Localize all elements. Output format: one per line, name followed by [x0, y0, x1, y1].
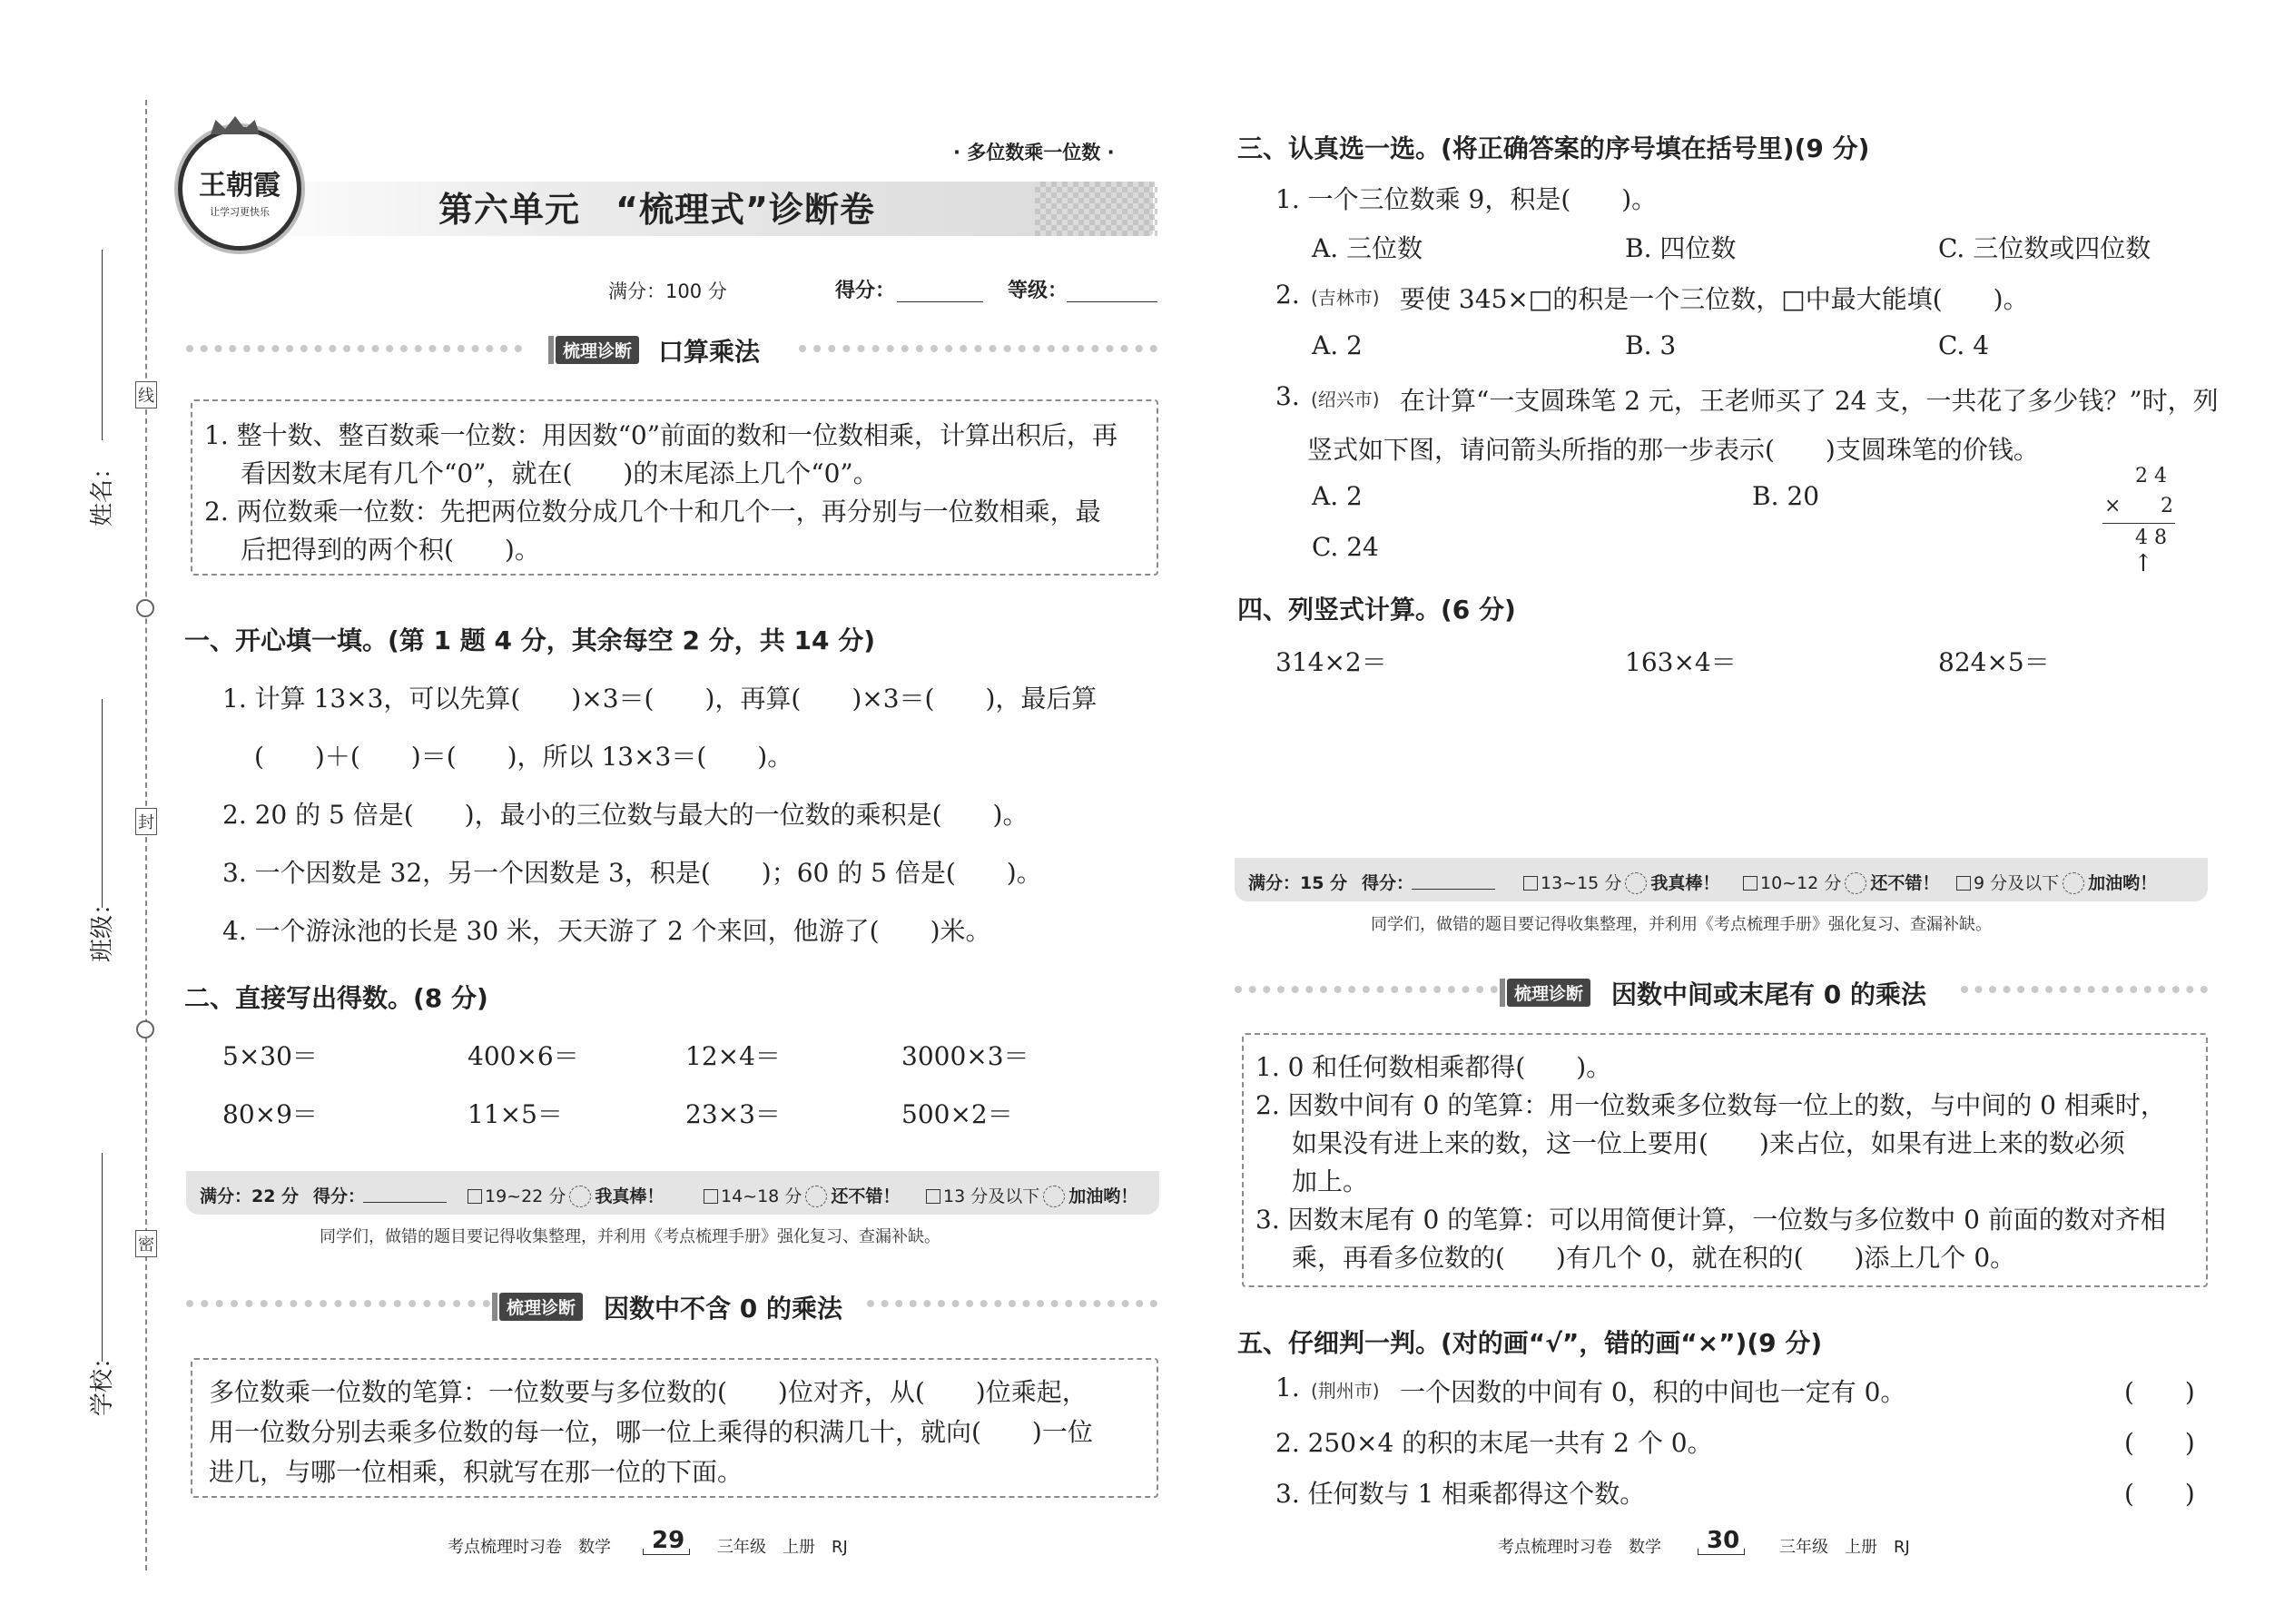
smile-face-icon — [1625, 872, 1647, 894]
calc-mul: × — [2104, 495, 2122, 517]
band-score-field[interactable] — [363, 1202, 447, 1203]
score-band-right — [1235, 858, 2208, 901]
smile-face-icon — [569, 1186, 591, 1207]
summary-line: 加上。 — [1292, 1166, 1369, 1196]
band-score: 得分： — [1362, 873, 1414, 893]
class-field[interactable] — [102, 699, 103, 908]
grade-label: 等级： — [1008, 280, 1068, 302]
unit-tag: · 多位数乘一位数 · — [953, 142, 1115, 163]
section-title: 口算乘法 — [658, 337, 761, 367]
page-number-bracket — [1698, 1549, 1745, 1555]
binding-hole-icon — [136, 599, 154, 617]
section-divider — [1961, 986, 2208, 993]
calc-item: 3000×3＝ — [901, 1041, 1029, 1071]
calc-item: 824×5＝ — [1938, 647, 2050, 677]
summary-line: 后把得到的两个积( )。 — [241, 535, 540, 565]
page-number: 30 — [1707, 1527, 1740, 1554]
calc-mid: 2 — [2161, 495, 2173, 517]
band-full: 满分：22 分 — [200, 1186, 300, 1206]
summary-line: 1. 0 和任何数相乘都得( )。 — [1255, 1052, 1612, 1082]
calm-face-icon — [1845, 872, 1866, 894]
name-field[interactable] — [102, 250, 103, 440]
section-title: 因数中间或末尾有 0 的乘法 — [1611, 979, 1926, 1009]
summary-line: 2. 两位数乘一位数：先把两位数分成几个十和几个一，再分别与一位数相乘，最 — [204, 497, 1101, 527]
option[interactable]: C. 24 — [1312, 532, 1379, 562]
checker-pattern — [1035, 182, 1157, 236]
score-band-left — [186, 1171, 1159, 1215]
section-title: 因数中不含 0 的乘法 — [604, 1294, 842, 1324]
question-line: 在计算“一支圆珠笔 2 元，王老师买了 24 支，一共花了多少钱？”时，列 — [1400, 386, 2219, 416]
seal-mark-1: 线 — [135, 381, 157, 408]
question-line: 4. 一个游泳池的长是 30 米，天天游了 2 个来回，他游了( )米。 — [222, 916, 991, 946]
band-score-field[interactable] — [1412, 889, 1495, 890]
calc-item: 314×2＝ — [1275, 647, 1387, 677]
footer-right-grade: 三年级 上册 RJ — [1779, 1538, 1910, 1557]
answer-paren[interactable]: ( ) — [2124, 1479, 2195, 1509]
band-option[interactable]: 19~22 分 我真棒！ — [468, 1183, 664, 1207]
question-number: 2. — [1275, 280, 1300, 310]
calc-res: 4 8 — [2135, 527, 2167, 549]
crown-icon — [211, 116, 260, 134]
section-divider — [867, 1300, 1157, 1307]
band-note: 同学们，做错的题目要记得收集整理，并利用《考点梳理手册》强化复习、查漏补缺。 — [1371, 915, 1992, 934]
calc-item: 500×2＝ — [901, 1099, 1013, 1129]
seal-mark-2: 封 — [135, 808, 157, 835]
cheer-face-icon — [1043, 1186, 1065, 1207]
footer-left-grade: 三年级 上册 RJ — [717, 1538, 848, 1557]
band-option[interactable]: 13 分及以下 加油哟！ — [926, 1183, 1137, 1207]
question-line: 要使 345×□的积是一个三位数，□中最大能填( )。 — [1400, 284, 2029, 314]
question-line: 1. 一个三位数乘 9，积是( )。 — [1275, 184, 1658, 214]
option[interactable]: A. 2 — [1312, 330, 1363, 360]
calc-rule — [2102, 523, 2175, 524]
answer-paren[interactable]: ( ) — [2124, 1428, 2195, 1458]
band-option[interactable]: 14~18 分 还不错！ — [704, 1183, 900, 1207]
full-score: 满分：100 分 — [608, 281, 727, 302]
section-divider — [799, 345, 1157, 352]
question-line: 一个因数的中间有 0，积的中间也一定有 0。 — [1400, 1377, 1906, 1407]
summary-line: 如果没有进上来的数，这一位上要用( )来占位，如果有进上来的数必须 — [1292, 1128, 2125, 1158]
page-number-bracket — [643, 1549, 690, 1555]
band-note: 同学们，做错的题目要记得收集整理，并利用《考点梳理手册》强化复习、查漏补缺。 — [320, 1227, 940, 1246]
question-line: 3. 一个因数是 32，另一个因数是 3，积是( )；60 的 5 倍是( )。 — [222, 858, 1042, 888]
school-label: 学校： — [89, 1344, 116, 1416]
brand-logo — [178, 127, 301, 251]
question-title: 三、认真选一选。(将正确答案的序号填在括号里)(9 分) — [1237, 133, 1870, 163]
calc-item: 12×4＝ — [685, 1041, 781, 1071]
summary-line: 看因数末尾有几个“0”，就在( )的末尾添上几个“0”。 — [241, 458, 879, 488]
summary-line: 多位数乘一位数的笔算：一位数要与多位数的( )位对齐，从( )位乘起， — [209, 1377, 1088, 1407]
footer-left-text: 考点梳理时习卷 数学 — [448, 1538, 611, 1557]
calc-item: 163×4＝ — [1625, 647, 1737, 677]
option[interactable]: A. 2 — [1312, 481, 1363, 511]
calc-item: 5×30＝ — [222, 1041, 318, 1071]
question-line: ( )＋( )＝( )，所以 13×3＝( )。 — [254, 742, 793, 772]
section-divider — [186, 345, 522, 352]
page-title: 第六单元 “梳理式”诊断卷 — [438, 190, 875, 230]
option[interactable]: B. 20 — [1752, 481, 1820, 511]
section-tag: 梳理诊断 — [499, 1293, 583, 1321]
page-number: 29 — [652, 1527, 685, 1554]
summary-line: 1. 整十数、整百数乘一位数：用因数“0”前面的数和一位数相乘，计算出积后，再 — [204, 420, 1118, 450]
calc-item: 23×3＝ — [685, 1099, 781, 1129]
grade-field[interactable] — [1067, 301, 1157, 302]
logo-subtitle: 让学习更快乐 — [210, 206, 270, 218]
calc-top: 2 4 — [2135, 465, 2167, 487]
calc-item: 400×6＝ — [468, 1041, 579, 1071]
summary-line: 2. 因数中间有 0 的笔算：用一位数乘多位数每一位上的数，与中间的 0 相乘时， — [1255, 1090, 2166, 1120]
footer-right-text: 考点梳理时习卷 数学 — [1498, 1538, 1661, 1557]
score-label: 得分： — [835, 280, 896, 302]
calc-item: 11×5＝ — [468, 1099, 563, 1129]
band-option[interactable]: 10~12 分 还不错！ — [1743, 870, 1939, 894]
calc-item: 80×9＝ — [222, 1099, 318, 1129]
summary-line: 进几，与哪一位相乘，积就写在那一位的下面。 — [209, 1457, 743, 1487]
question-line: 2. 250×4 的积的末尾一共有 2 个 0。 — [1275, 1428, 1713, 1458]
binding-strip — [145, 100, 147, 1570]
question-title: 二、直接写出得数。(8 分) — [184, 983, 488, 1013]
answer-paren[interactable]: ( ) — [2124, 1377, 2195, 1407]
question-line: 竖式如下图，请问箭头所指的那一步表示( )支圆珠笔的价钱。 — [1307, 435, 2039, 465]
summary-line: 乘，再看多位数的( )有几个 0，就在积的( )添上几个 0。 — [1292, 1243, 2016, 1273]
score-field[interactable] — [897, 301, 983, 302]
option[interactable]: A. 三位数 — [1312, 233, 1423, 263]
section-tag: 梳理诊断 — [1507, 979, 1590, 1007]
section-divider — [186, 1300, 490, 1307]
summary-line: 3. 因数末尾有 0 的笔算：可以用简便计算，一位数与多位数中 0 前面的数对齐相 — [1255, 1205, 2166, 1235]
question-title: 一、开心填一填。(第 1 题 4 分，其余每空 2 分，共 14 分) — [184, 625, 875, 655]
question-line: 3. 任何数与 1 相乘都得这个数。 — [1275, 1479, 1646, 1509]
cheer-face-icon — [2063, 872, 2084, 894]
logo-text: 王朝霞 — [199, 170, 281, 202]
option[interactable]: C. 4 — [1938, 330, 1990, 360]
summary-line: 用一位数分别去乘多位数的每一位，哪一位上乘得的积满几十，就向( )一位 — [209, 1417, 1093, 1447]
band-option[interactable]: 13~15 分 我真棒！ — [1523, 870, 1719, 894]
option[interactable]: B. 四位数 — [1625, 233, 1737, 263]
section-divider — [1235, 986, 1498, 993]
arrow-up-icon: ↑ — [2133, 550, 2153, 577]
band-option[interactable]: 9 分及以下 加油哟！ — [1956, 870, 2157, 894]
question-source: (绍兴市) — [1311, 389, 1380, 410]
name-label: 姓名： — [89, 455, 116, 527]
option[interactable]: B. 3 — [1625, 330, 1677, 360]
section-tag: 梳理诊断 — [556, 336, 639, 364]
seal-mark-3: 密 — [135, 1230, 157, 1257]
calm-face-icon — [805, 1186, 827, 1207]
band-full: 满分：15 分 — [1248, 873, 1348, 893]
binding-hole-icon — [136, 1020, 154, 1038]
question-source: (荆州市) — [1311, 1380, 1380, 1402]
class-label: 班级： — [89, 891, 116, 962]
question-number: 3. — [1275, 381, 1300, 411]
question-title: 五、仔细判一判。(对的画“√”，错的画“×”)(9 分) — [1237, 1328, 1823, 1358]
question-number: 1. — [1275, 1373, 1300, 1403]
option[interactable]: C. 三位数或四位数 — [1938, 233, 2151, 263]
band-score: 得分： — [313, 1186, 366, 1206]
question-line: 1. 计算 13×3，可以先算( )×3＝( )，再算( )×3＝( )，最后算 — [222, 684, 1098, 714]
question-title: 四、列竖式计算。(6 分) — [1237, 595, 1516, 625]
question-line: 2. 20 的 5 倍是( )，最小的三位数与最大的一位数的乘积是( )。 — [222, 800, 1029, 830]
school-field[interactable] — [102, 1153, 103, 1362]
question-source: (吉林市) — [1311, 287, 1380, 309]
